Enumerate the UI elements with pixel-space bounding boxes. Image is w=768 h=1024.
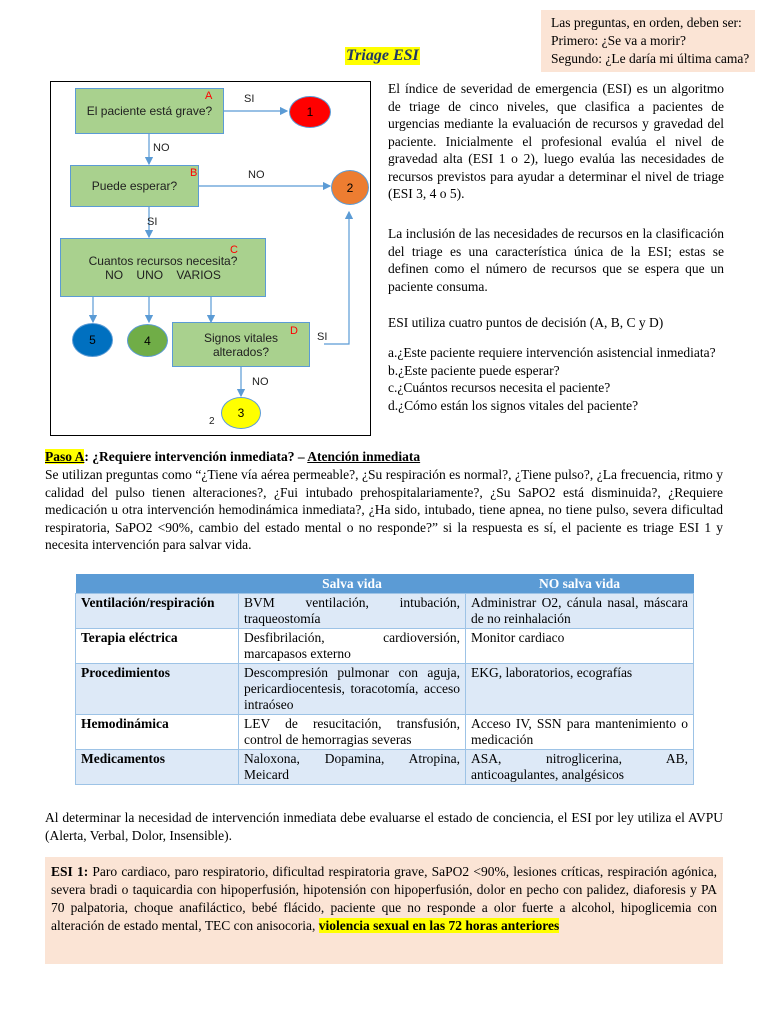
table-cell: Terapia eléctrica: [76, 629, 239, 664]
list-item: b.¿Este paciente puede esperar?: [388, 362, 560, 378]
step-a-heading: [45, 448, 723, 466]
decision-points-list: [388, 344, 724, 414]
decision-c-options: NO UNO VARIOS: [105, 267, 221, 282]
note-line-1: Las preguntas, en orden, deben ser:: [551, 15, 742, 30]
decision-c-text: Cuantos recursos necesita?: [88, 253, 238, 268]
esi-1-label: ESI 1:: [51, 864, 89, 879]
table-header: Salva vida: [239, 574, 466, 594]
decision-box-a: [75, 88, 224, 134]
list-item: a.¿Este paciente requiere intervención asistencial inmediata?: [388, 345, 716, 360]
si-label-d: SI: [317, 331, 328, 343]
table-row: [76, 594, 694, 629]
table-row: [76, 750, 694, 785]
table-cell: Desfibrilación, cardioversión, marcapasos externo: [239, 629, 466, 664]
flowchart: [50, 81, 371, 436]
table-cell: EKG, laboratorios, ecografías: [466, 664, 694, 715]
decision-d-line1: Signos vitales: [203, 330, 279, 345]
decision-box-b: [70, 165, 199, 207]
table-header: NO salva vida: [466, 574, 694, 594]
note-line-3: Segundo: ¿Le daría mi última cama?: [551, 51, 750, 66]
table-cell: Descompresión pulmonar con aguja, pericardiocentesis, toracotomía, acceso intraóseo: [239, 664, 466, 715]
no-label-d: NO: [252, 376, 269, 388]
level-3-circle: [221, 397, 261, 429]
level-2-label: 2: [346, 180, 354, 195]
decision-b-letter: B: [190, 167, 198, 179]
note-line-2: Primero: ¿Se va a morir?: [551, 33, 686, 48]
si-label-a: SI: [244, 93, 255, 105]
step-a-label: Paso A: [45, 449, 85, 464]
table-cell: ASA, nitroglicerina, AB, anticoagulantes, analgésicos: [466, 750, 694, 785]
table-cell: BVM ventilación, intubación, traqueostomía: [239, 594, 466, 629]
table-cell: Acceso IV, SSN para mantenimiento o medicación: [466, 715, 694, 750]
level-2-circle: [331, 170, 369, 205]
step-a-text: Se utilizan preguntas como “¿Tiene vía aérea permeable?, ¿Su respiración es normal?, ¿Tiene pulso?, ¿La frecuencia, ritmo y calidad del pulso tienen alteraciones?, ¿Fui intubado prehospitalariamente?, ¿Su SaPO2 está disminuida?, ¿Requiere medicación u otra intervención hemodinámica inmediata?, ¿Ha sido, intubado, tiene apnea, no tiene pulso, severa dificultad respiratoria, SaPO2 <90%, cambio del estado mental o no responde?” si la respuesta es sí, el paciente es triage ESI 1 y necesita intervención para salvar vida.: [45, 467, 723, 552]
decision-a-text: El paciente está grave?: [86, 104, 213, 118]
table-cell: Ventilación/respiración: [76, 594, 239, 629]
level-5-label: 5: [89, 333, 96, 347]
table-cell: Monitor cardiaco: [466, 629, 694, 664]
list-item: d.¿Cómo están los signos vitales del paciente?: [388, 397, 639, 413]
note-box: [541, 10, 755, 72]
interventions-table: [75, 574, 694, 785]
level-1-circle: [289, 96, 331, 128]
table-cell: Procedimientos: [76, 664, 239, 715]
esi-1-highlight: violencia sexual en las 72 horas anteriores: [318, 918, 560, 933]
small-number-2: 2: [209, 416, 215, 427]
table-header: [76, 574, 239, 594]
page-title: Triage ESI: [346, 47, 419, 64]
decision-b-text: Puede esperar?: [91, 179, 178, 193]
intro-paragraph-2: La inclusión de las necesidades de recursos en la clasificación del triage es una característica única de la ESI; estas se definen como el número de recursos que se espera que un paciente consuma.: [388, 226, 724, 294]
si-label-b: SI: [147, 216, 158, 228]
step-a-attention: Atención inmediata: [307, 449, 421, 464]
table-header-row: [76, 574, 694, 594]
esi-1-box: [45, 857, 723, 964]
no-label-b: NO: [248, 169, 265, 181]
decision-d-letter: D: [290, 325, 298, 337]
level-1-label: 1: [306, 105, 314, 119]
level-4-label: 4: [144, 333, 151, 348]
decision-a-letter: A: [205, 90, 213, 102]
table-row: [76, 664, 694, 715]
level-5-circle: [72, 323, 113, 357]
table-cell: LEV de resucitación, transfusión, control de hemorragias severas: [239, 715, 466, 750]
esi-1-text: Paro cardiaco, paro respiratorio, dificultad respiratoria grave, SaPO2 <90%, lesiones críticas, respiración agónica, severa bradi o taquicardia con hipoperfusión, hipotensión con hipoperfusión, dolor en pecho con palidez, diaforesis y PA 70 palpatoria, choque anafiláctico, bebé flácido, paciente que no responde a olor fuerte a alcohol, hipoglicemia con alteración de estado mental, TEC con anisocoria,: [51, 864, 718, 933]
table-cell: Naloxona, Dopamina, Atropina, Meicard: [239, 750, 466, 785]
no-label-a: NO: [153, 142, 170, 154]
intro-paragraph-3: ESI utiliza cuatro puntos de decisión (A, B, C y D): [388, 315, 664, 330]
table-row: [76, 715, 694, 750]
decision-c-letter: C: [230, 244, 238, 256]
level-3-label: 3: [237, 406, 245, 420]
table-cell: Hemodinámica: [76, 715, 239, 750]
decision-d-line2: alterados?: [212, 344, 270, 359]
avpu-paragraph: Al determinar la necesidad de intervención inmediata debe evaluarse el estado de conciencia, el ESI por ley utiliza el AVPU (Alerta, Verbal, Dolor, Insensible).: [45, 810, 723, 843]
table-row: [76, 629, 694, 664]
level-4-circle: [127, 324, 168, 357]
table-cell: Administrar O2, cánula nasal, máscara de no reinhalación: [466, 594, 694, 629]
list-item: c.¿Cuántos recursos necesita el paciente?: [388, 380, 611, 395]
intro-paragraph-1: El índice de severidad de emergencia (ESI) es un algoritmo de triage de cinco niveles, que clasifica a pacientes de urgencias mediante la evaluación de recursos y gravedad del paciente. Inicialmente el profesional evalúa el nivel de gravedad alta (ESI 1 o 2), luego evalúa las necesidades de recursos previstos para ayudar a determinar el nivel de triage (ESI 3, 4 o 5).: [388, 81, 724, 201]
step-a-question: : ¿Requiere intervención inmediata? –: [84, 449, 308, 464]
table-cell: Medicamentos: [76, 750, 239, 785]
